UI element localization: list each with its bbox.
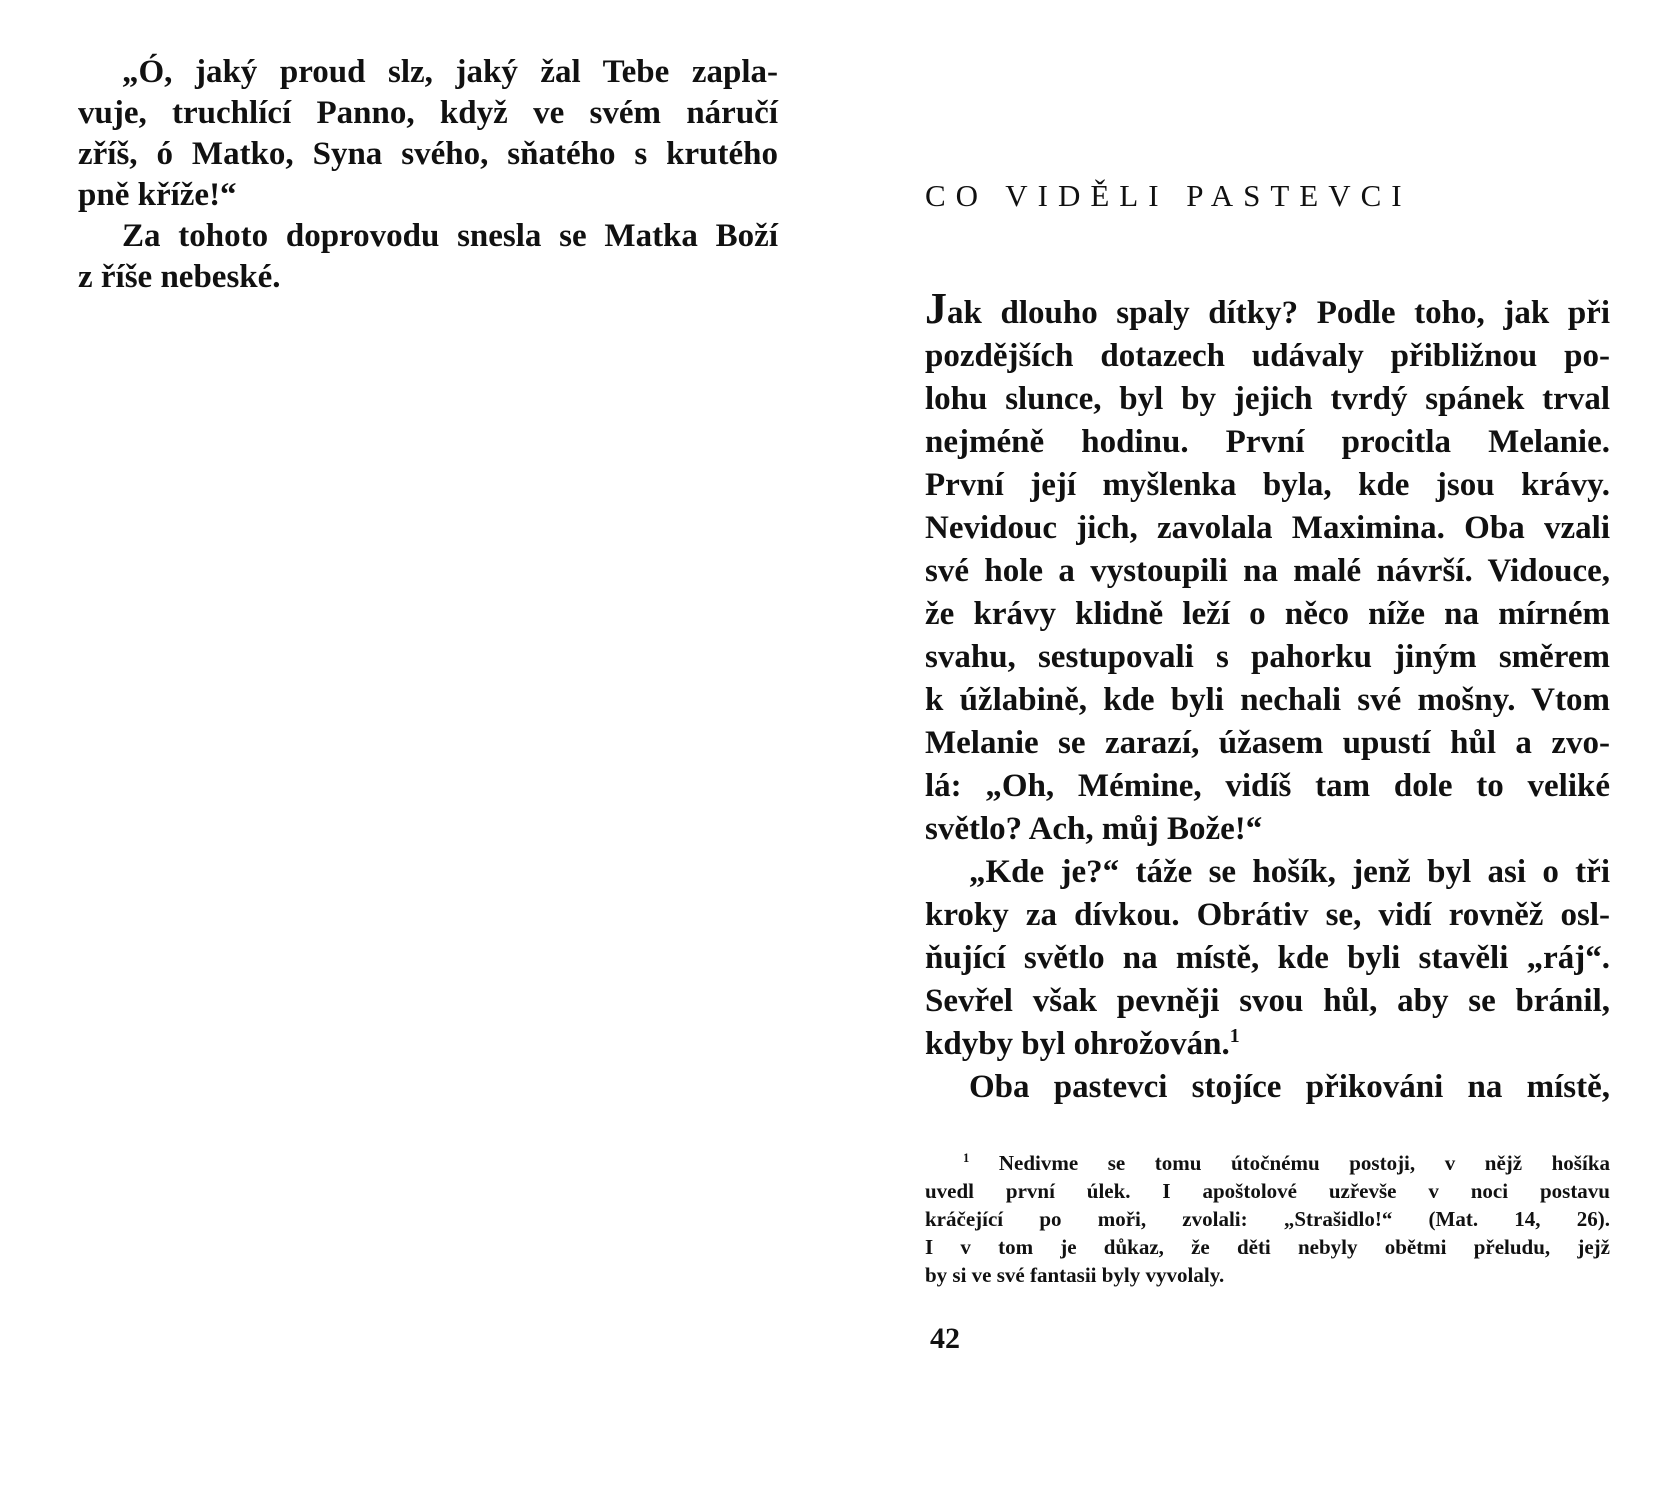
footnote-line: uvedl první úlek. I apoštolové uzřevše v noci postavu: [925, 1179, 1610, 1203]
chapter-body: [925, 284, 1610, 1109]
right-page: [925, 170, 1610, 1289]
text-line: že krávy klidně leží o něco níže na mírném: [925, 596, 1610, 632]
text-line: z říše nebeské.: [78, 259, 281, 295]
footnote-line: by si ve své fantasii byly vyvolaly.: [925, 1263, 1225, 1287]
text-line: pně kříže!“: [78, 177, 237, 213]
text-line: vuje, truchlící Panno, když ve svém náručí: [78, 95, 778, 131]
text-line: [925, 284, 1610, 335]
text-line: k úžlabině, kde byli nechali své mošny. Vtom: [925, 682, 1610, 718]
text-line: Oba pastevci stojíce přikováni na místě,: [969, 1069, 1610, 1105]
footnote-reference: 1: [1229, 1025, 1240, 1047]
footnote-line: [925, 1149, 1610, 1177]
left-page: [78, 52, 778, 298]
text-line: lá: „Oh, Mémine, vidíš tam dole to veliké: [925, 768, 1610, 804]
text-line: světlo? Ach, můj Bože!“: [925, 811, 1263, 847]
text-line: Nevidouc jich, zavolala Maximina. Oba vzali: [925, 510, 1610, 546]
left-paragraph-2: [78, 216, 778, 298]
footnote-line: I v tom je důkaz, že děti nebyly obětmi přeludu, jejž: [925, 1235, 1610, 1259]
page-number: 42: [930, 1322, 960, 1355]
footnote-marker: 1: [963, 1151, 970, 1165]
text-line: pozdějších dotazech udávaly přibližnou po-: [925, 338, 1610, 374]
text-line: svahu, sestupovali s pahorku jiným směrem: [925, 639, 1610, 675]
text-line: lohu slunce, byl by jejich tvrdý spánek trval: [925, 381, 1610, 417]
text-line: „Kde je?“ táže se hošík, jenž byl asi o tři: [969, 854, 1610, 890]
text-line: [925, 1023, 1610, 1066]
text-line: zříš, ó Matko, Syna svého, sňatého s krutého: [78, 136, 778, 172]
text-line: ňující světlo na místě, kde byli stavěli „ráj“.: [925, 940, 1610, 976]
footnote: [925, 1149, 1610, 1289]
text-line: kroky za dívkou. Obrátiv se, vidí rovněž osl-: [925, 897, 1610, 933]
text-line: Melanie se zarazí, úžasem upustí hůl a zvo-: [925, 725, 1610, 761]
text-line: První její myšlenka byla, kde jsou krávy.: [925, 467, 1610, 503]
drop-letter: J: [925, 284, 947, 333]
left-paragraph-1: [78, 52, 778, 216]
text-line-content: ak dlouho spaly dítky? Podle toho, jak při: [947, 295, 1610, 331]
text-line: nejméně hodinu. První procitla Melanie.: [925, 424, 1610, 460]
text-line: „Ó, jaký proud slz, jaký žal Tebe zapla-: [122, 54, 778, 90]
text-line-content: kdyby byl ohrožován.: [925, 1026, 1230, 1062]
chapter-title: CO VIDĚLI PASTEVCI: [925, 178, 1412, 213]
footnote-line: kráčející po moři, zvolali: „Strašidlo!“ (Mat. 14, 26).: [925, 1207, 1610, 1231]
text-line: své hole a vystoupili na malé návrší. Vidouce,: [925, 553, 1610, 589]
text-line: Za tohoto doprovodu snesla se Matka Boží: [122, 218, 778, 254]
text-line: Sevřel však pevněji svou hůl, aby se bránil,: [925, 983, 1610, 1019]
footnote-line-content: Nedivme se tomu útočnému postoji, v nějž hošíka: [998, 1151, 1610, 1175]
